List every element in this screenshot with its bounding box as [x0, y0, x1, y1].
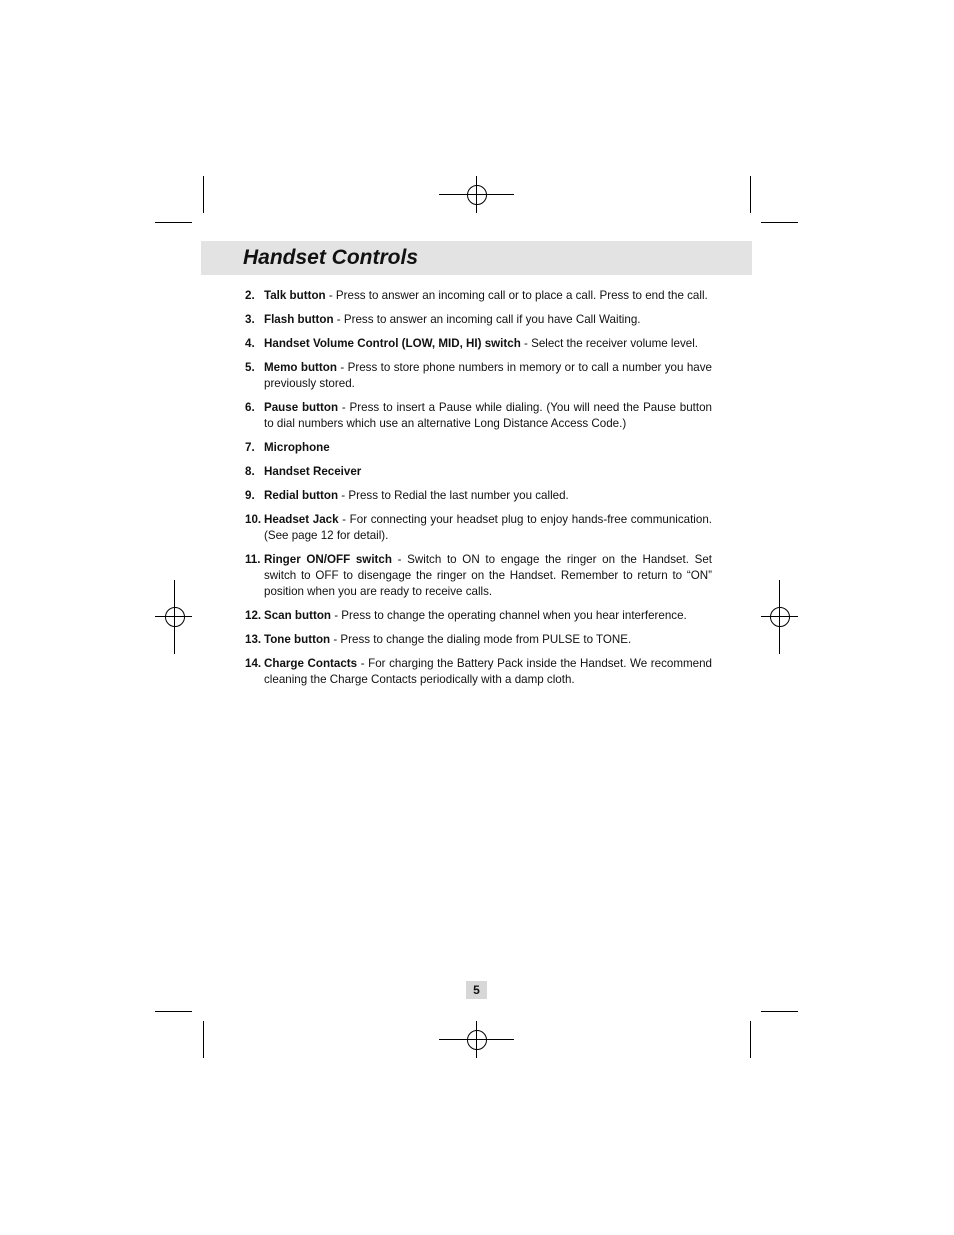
item-number: 2. — [245, 289, 255, 302]
item-label: Microphone — [264, 441, 330, 454]
item-number: 5. — [245, 361, 255, 374]
page-title: Handset Controls — [243, 246, 419, 269]
item-description: - For charging the Battery Pack inside the Handset. We recommend cleaning the Charge Contacts periodically with a damp cloth. — [264, 657, 712, 686]
item-label: Headset Jack — [264, 513, 339, 526]
item-label: Ringer ON/OFF switch — [264, 553, 392, 566]
item-label: Tone button — [264, 633, 331, 646]
item-number: 14. — [245, 657, 262, 670]
registration-circle-icon — [770, 607, 790, 627]
item-number: 8. — [245, 465, 255, 478]
list-item — [245, 552, 712, 600]
item-description: - Press to store phone numbers in memory or to call a number you have previously stored. — [264, 361, 712, 390]
controls-list — [245, 288, 712, 696]
list-item — [245, 400, 712, 432]
registration-circle-icon — [467, 1030, 487, 1050]
item-label: Talk button — [264, 289, 326, 302]
item-description: - Press to answer an incoming call or to place a call. Press to end the call. — [325, 289, 708, 302]
list-item — [245, 440, 712, 456]
item-number: 3. — [245, 313, 255, 326]
item-description: - Press to change the dialing mode from PULSE to TONE. — [330, 633, 632, 646]
list-item — [245, 488, 712, 504]
item-number: 11. — [245, 553, 261, 566]
registration-circle-icon — [165, 607, 185, 627]
item-label: Pause button — [264, 401, 339, 414]
crop-mark — [761, 1011, 798, 1012]
page-number: 5 — [466, 981, 487, 999]
item-description: - Select the receiver volume level. — [520, 337, 698, 350]
registration-circle-icon — [467, 185, 487, 205]
item-description: - Press to answer an incoming call if you have Call Waiting. — [333, 313, 641, 326]
item-number: 6. — [245, 401, 255, 414]
list-item — [245, 632, 712, 648]
item-number: 10. — [245, 513, 262, 526]
item-description: - Switch to ON to engage the ringer on the Handset. Set switch to OFF to disengage the ringer on the Handset. Remember to return to “ON” position when you are ready to receive calls. — [264, 553, 713, 598]
item-label: Scan button — [264, 609, 331, 622]
item-label: Charge Contacts — [264, 657, 358, 670]
list-item — [245, 656, 712, 688]
list-item — [245, 360, 712, 392]
item-description: - Press to change the operating channel when you hear interference. — [330, 609, 687, 622]
crop-mark — [750, 1021, 751, 1058]
item-number: 7. — [245, 441, 255, 454]
crop-mark — [155, 1011, 192, 1012]
crop-mark — [761, 222, 798, 223]
crop-mark — [155, 222, 192, 223]
list-item — [245, 512, 712, 544]
list-item — [245, 608, 712, 624]
crop-mark — [203, 176, 204, 213]
list-item — [245, 312, 712, 328]
item-description: - Press to insert a Pause while dialing. (You will need the Pause button to dial numbers which use an alternative Long Distance Access Code.) — [264, 401, 712, 430]
item-number: 12. — [245, 609, 262, 622]
list-item — [245, 464, 712, 480]
title-bar — [201, 241, 752, 275]
item-label: Memo button — [264, 361, 337, 374]
crop-mark — [750, 176, 751, 213]
item-description: - Press to Redial the last number you called. — [338, 489, 569, 502]
item-label: Handset Receiver — [264, 465, 362, 478]
crop-mark — [203, 1021, 204, 1058]
item-number: 4. — [245, 337, 255, 350]
item-label: Redial button — [264, 489, 339, 502]
item-number: 9. — [245, 489, 255, 502]
item-description: - For connecting your headset plug to enjoy hands-free communication. (See page 12 for detail). — [264, 513, 712, 542]
item-label: Flash button — [264, 313, 334, 326]
item-number: 13. — [245, 633, 262, 646]
item-label: Handset Volume Control (LOW, MID, HI) switch — [264, 337, 521, 350]
list-item — [245, 288, 712, 304]
list-item — [245, 336, 712, 352]
